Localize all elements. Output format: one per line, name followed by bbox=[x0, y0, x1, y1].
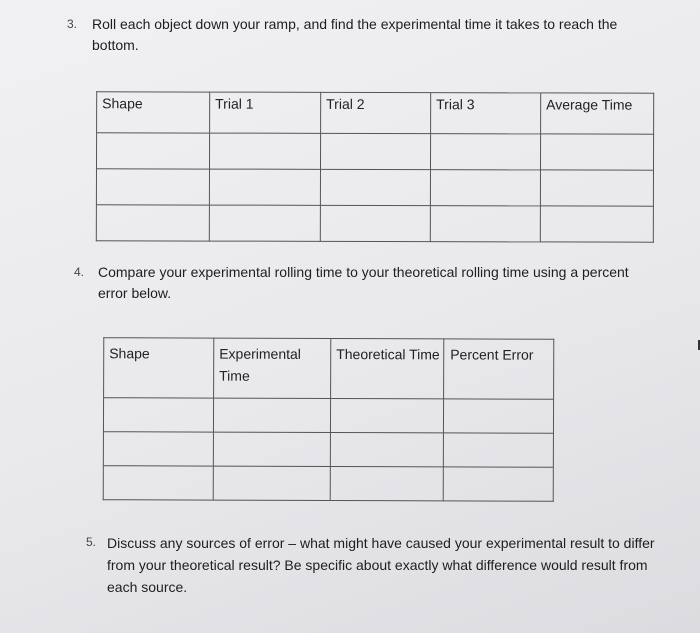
table-cell[interactable] bbox=[103, 466, 213, 500]
column-header-average-time: Average Time bbox=[541, 93, 654, 134]
table-cell[interactable] bbox=[209, 205, 320, 241]
table-row bbox=[96, 205, 653, 242]
table-cell[interactable] bbox=[430, 206, 540, 242]
table-header-row bbox=[104, 338, 554, 400]
table-cell[interactable] bbox=[320, 205, 430, 241]
table-cell[interactable] bbox=[213, 432, 330, 466]
question-number: 4. bbox=[74, 265, 85, 279]
table-cell[interactable] bbox=[96, 133, 209, 169]
table-cell[interactable] bbox=[430, 134, 540, 170]
column-header-trial-1: Trial 1 bbox=[210, 92, 321, 133]
column-header-shape: Shape bbox=[97, 92, 210, 133]
question-text: Compare your experimental rolling time to your theoretical rolling time using a percent error below. bbox=[98, 264, 629, 301]
table-cell[interactable] bbox=[443, 467, 553, 501]
table-header-row bbox=[97, 92, 654, 134]
table-cell[interactable] bbox=[540, 206, 653, 242]
column-header-theoretical-time: Theoretical Time bbox=[331, 339, 444, 399]
column-header-trial-3: Trial 3 bbox=[431, 93, 541, 134]
question-number: 5. bbox=[86, 535, 97, 549]
table-cell[interactable] bbox=[540, 134, 653, 170]
table-cell[interactable] bbox=[443, 433, 553, 467]
column-header-experimental-time: Experimental Time bbox=[214, 338, 331, 398]
table-cell[interactable] bbox=[209, 133, 320, 169]
table-cell[interactable] bbox=[96, 205, 209, 241]
table-cell[interactable] bbox=[320, 169, 430, 205]
table-cell[interactable] bbox=[103, 432, 213, 466]
table-cell[interactable] bbox=[330, 467, 443, 501]
question-text: Roll each object down your ramp, and find the experimental time it takes to reach the bottom. bbox=[92, 16, 618, 53]
table-row bbox=[96, 169, 653, 206]
column-header-shape: Shape bbox=[104, 338, 214, 398]
table-cell[interactable] bbox=[330, 433, 443, 467]
table-cell[interactable] bbox=[430, 170, 540, 206]
question-number: 3. bbox=[67, 17, 78, 31]
column-header-trial-2: Trial 2 bbox=[321, 92, 431, 133]
table-row bbox=[103, 398, 553, 434]
question-text: Discuss any sources of error – what might have caused your experimental result to differ from your theoretical result? Be specific about exactly what difference would result from each source. bbox=[107, 535, 655, 595]
table-cell[interactable] bbox=[213, 466, 330, 500]
table-row bbox=[103, 432, 553, 468]
table-cell[interactable] bbox=[213, 398, 330, 432]
table-cell[interactable] bbox=[540, 170, 653, 206]
table-cell[interactable] bbox=[443, 399, 553, 433]
table-cell[interactable] bbox=[209, 169, 320, 205]
table-row bbox=[103, 466, 553, 502]
table-cell[interactable] bbox=[103, 398, 213, 432]
table-cell[interactable] bbox=[96, 169, 209, 205]
table-cell[interactable] bbox=[320, 133, 430, 169]
table-row bbox=[96, 133, 653, 170]
column-header-percent-error: Percent Error bbox=[444, 339, 554, 399]
trial-times-table bbox=[96, 91, 654, 242]
percent-error-table bbox=[103, 337, 555, 502]
table-cell[interactable] bbox=[330, 399, 443, 433]
